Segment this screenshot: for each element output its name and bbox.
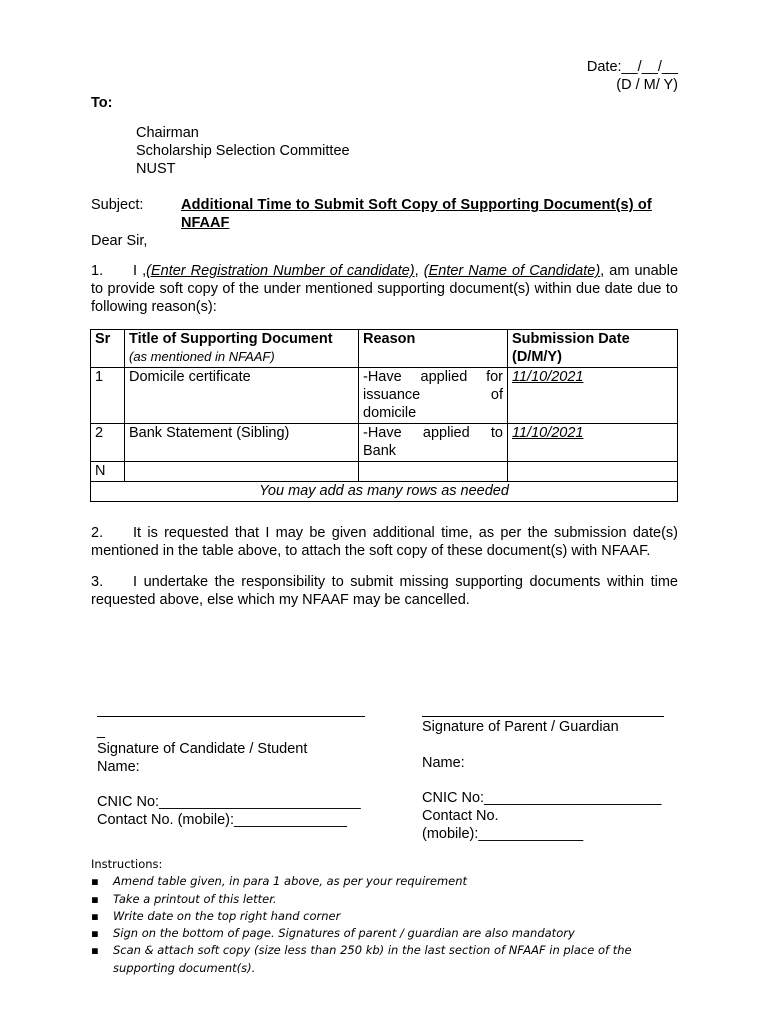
paragraph-number: 1. (91, 263, 104, 279)
student-signature-block (97, 722, 361, 829)
recipient-line: NUST (136, 161, 176, 177)
paragraph-number: 3. (91, 574, 104, 590)
instruction-item: ▪ Amend table given, in para 1 above, as per your requirement (91, 873, 651, 890)
row-reason (359, 462, 508, 482)
subject-line-1-text: Additional Time to Submit Soft Copy of Supporting Document(s) of (181, 197, 652, 213)
header-reason: Reason (359, 330, 508, 368)
student-signature-line (97, 716, 365, 717)
student-name-label: Name: (97, 759, 140, 775)
salutation: Dear Sir, (91, 233, 148, 249)
subject-line-1 (181, 196, 678, 214)
date-label: Date:__/__/__ (586, 59, 678, 75)
table-row (91, 424, 678, 462)
row-date: 11/10/2021 (508, 424, 678, 462)
reason-word: domicile (363, 405, 417, 421)
student-contact-field: Contact No. (mobile):______________ (97, 812, 347, 828)
reason-word: applied (420, 369, 468, 385)
table-row (91, 368, 678, 424)
row-sr: 2 (91, 424, 125, 462)
para1-rest: , am unable to provide soft copy of the under mentioned supporting document(s) within due date due to following reason(s): (91, 263, 679, 315)
header-sr: Sr (91, 330, 125, 368)
row-title: Bank Statement (Sibling) (125, 424, 359, 462)
row-reason (359, 368, 508, 424)
recipient-block (136, 124, 350, 178)
instruction-item: ▪ Scan & attach soft copy (size less than 250 kb) in the last section of NFAAF in place of the supporting document(s). (91, 942, 651, 977)
header-title (125, 330, 359, 368)
candidate-name-placeholder: (Enter Name of Candidate) (423, 263, 601, 279)
recipient-line: Chairman (136, 125, 199, 141)
paragraph-1 (91, 262, 678, 316)
reason-word: to (490, 425, 503, 441)
para2-text: It is requested that I may be given additional time, as per the submission date(s) mentioned in the table above, to attach the soft copy of these document(s) with NFAAF. (91, 525, 678, 559)
parent-name-label: Name: (422, 755, 465, 771)
table-header-row (91, 330, 678, 368)
subject-line-2: NFAAF (181, 215, 230, 231)
student-cnic-field: CNIC No:_________________________ (97, 794, 361, 810)
row-title (125, 462, 359, 482)
reason-word: -Have (363, 425, 402, 441)
instruction-item: ▪ Take a printout of this letter. (91, 891, 651, 908)
row-date: 11/10/2021 (508, 368, 678, 424)
instructions-section (91, 856, 651, 977)
recipient-line: Scholarship Selection Committee (136, 143, 350, 159)
table-row (91, 462, 678, 482)
para1-prefix: I , (133, 263, 147, 279)
table-footer-row (91, 482, 678, 502)
date-block (480, 58, 678, 94)
parent-cnic-field: CNIC No:______________________ (422, 790, 662, 806)
parent-mobile-field: (mobile):_____________ (422, 826, 584, 842)
registration-placeholder: (Enter Registration Number of candidate) (146, 263, 415, 279)
parent-signature-label: Signature of Parent / Guardian (422, 719, 619, 735)
table-footer-note: You may add as many rows as needed (91, 482, 678, 502)
para1-sep: , (414, 263, 424, 279)
paragraph-3 (91, 573, 678, 609)
reason-word: Bank (363, 443, 397, 459)
row-reason (359, 424, 508, 462)
para3-text: I undertake the responsibility to submit missing supporting documents within time requested above, else which my NFAAF may be cancelled. (91, 574, 678, 608)
paragraph-number: 2. (91, 525, 104, 541)
reason-word: of (490, 387, 503, 403)
instructions-title: Instructions: (91, 857, 163, 871)
instruction-item: ▪ Write date on the top right hand corner (91, 908, 651, 925)
subject-text (181, 196, 678, 232)
to-label: To: (91, 95, 113, 111)
student-signature-label: Signature of Candidate / Student (97, 741, 308, 757)
paragraph-2 (91, 524, 678, 560)
reason-word: applied (422, 425, 470, 441)
reason-word: for (486, 369, 503, 385)
student-signature-underscore: _ (97, 723, 106, 739)
instruction-item: ▪ Sign on the bottom of page. Signatures of parent / guardian are also mandatory (91, 925, 651, 942)
row-title: Domicile certificate (125, 368, 359, 424)
subject-label: Subject: (91, 197, 144, 213)
header-title-text: Title of Supporting Document (129, 331, 333, 347)
row-sr: 1 (91, 368, 125, 424)
row-date (508, 462, 678, 482)
parent-signature-block (422, 718, 661, 843)
parent-signature-line (422, 716, 664, 717)
date-format: (D / M/ Y) (616, 77, 678, 93)
row-sr: N (91, 462, 125, 482)
header-date: Submission Date (D/M/Y) (508, 330, 678, 368)
reason-word: -Have (363, 369, 402, 385)
supporting-documents-table (90, 329, 678, 502)
reason-word: issuance (363, 387, 421, 403)
instructions-list (91, 873, 651, 977)
header-title-note: (as mentioned in NFAAF) (129, 349, 275, 364)
parent-contact-field: Contact No. (422, 808, 499, 824)
